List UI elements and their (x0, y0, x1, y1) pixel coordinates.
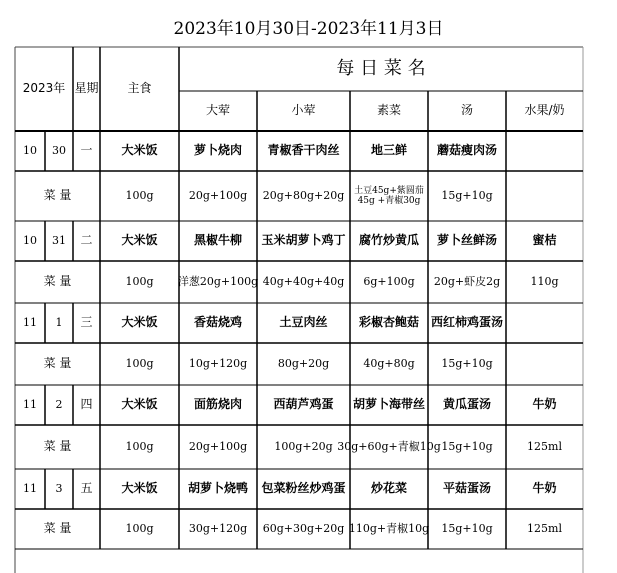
dish-2: 胡萝卜海带丝 (352, 397, 425, 412)
dish-1: 青椒香干肉丝 (267, 143, 340, 158)
day-staple: 大米饭 (121, 315, 158, 330)
qty-2: 6g+100g (363, 274, 415, 288)
dish-1: 土豆肉丝 (279, 315, 328, 330)
dish-3: 蘑菇瘦肉汤 (436, 143, 497, 158)
qty-0: 20g+100g (188, 439, 248, 453)
qty-label: 菜 量 (43, 356, 72, 371)
day-month: 11 (23, 481, 37, 495)
qty-1: 60g+30g+20g (262, 521, 345, 535)
qty-3: 15g+10g (441, 356, 493, 370)
day-month: 10 (23, 233, 37, 247)
dish-0: 黑椒牛柳 (193, 233, 242, 248)
qty-3: 15g+10g (441, 439, 493, 453)
dish-0: 面筋烧肉 (193, 397, 242, 412)
staple-qty: 100g (125, 356, 154, 370)
qty-1: 100g+20g (274, 439, 333, 453)
dish-4 (506, 303, 583, 343)
dish-0: 胡萝卜烧鸭 (187, 481, 248, 496)
qty-4: 125ml (527, 439, 562, 453)
day-staple: 大米饭 (121, 397, 158, 412)
staple-qty: 100g (125, 274, 154, 288)
day-weekday: 二 (80, 233, 93, 248)
qty-2: 40g+80g (363, 356, 415, 370)
staple-qty: 100g (125, 521, 154, 535)
dish-3: 平菇蛋汤 (442, 481, 491, 496)
qty-0: 20g+100g (188, 188, 248, 202)
dish-3: 黄瓜蛋汤 (442, 397, 491, 412)
day-weekday: 五 (80, 481, 93, 496)
qty-label: 菜 量 (43, 521, 72, 536)
qty-2: 土豆45g+紫圆茄45g +青椒30g (354, 185, 424, 206)
dish-3: 西红柿鸡蛋汤 (430, 315, 503, 330)
qty-2: 110g+青椒10g (348, 521, 430, 535)
header-col-1: 小荤 (291, 103, 316, 118)
header-daily-dishes: 每 日 菜 名 (336, 58, 426, 80)
header-col-3: 汤 (460, 103, 473, 118)
day-date: 1 (55, 315, 63, 329)
day-staple: 大米饭 (121, 233, 158, 248)
header-col-2: 素菜 (376, 103, 401, 118)
dish-0: 萝卜烧肉 (193, 143, 242, 158)
qty-0: 10g+120g (188, 356, 248, 370)
qty-label: 菜 量 (43, 274, 72, 289)
day-weekday: 四 (80, 397, 93, 412)
qty-4 (506, 343, 583, 385)
dish-4: 蜜桔 (532, 233, 557, 248)
dish-2: 腐竹炒黄瓜 (358, 233, 419, 248)
qty-0: 30g+120g (188, 521, 248, 535)
qty-3: 20g+虾皮2g (433, 274, 501, 288)
header-weekday: 星期 (74, 81, 99, 96)
day-weekday: 一 (80, 143, 93, 158)
dish-2: 地三鲜 (370, 143, 407, 158)
dish-2: 炒花菜 (370, 481, 407, 496)
qty-3: 15g+10g (441, 521, 493, 535)
qty-2: 30g+60g+青椒10g (337, 439, 441, 453)
dish-4: 牛奶 (532, 481, 557, 496)
qty-0: 洋葱20g+100g (177, 274, 259, 288)
header-staple: 主食 (127, 81, 152, 96)
day-month: 11 (23, 315, 37, 329)
dish-0: 香菇烧鸡 (193, 315, 242, 330)
qty-1: 20g+80g+20g (262, 188, 345, 202)
day-date: 30 (52, 143, 66, 157)
qty-4 (506, 171, 583, 221)
qty-4: 125ml (527, 521, 562, 535)
day-weekday: 三 (80, 315, 93, 330)
qty-3: 15g+10g (441, 188, 493, 202)
day-date: 3 (55, 481, 63, 495)
day-month: 11 (23, 397, 37, 411)
dish-2: 彩椒杏鲍菇 (358, 315, 419, 330)
header-col-0: 大荤 (205, 103, 230, 118)
qty-4: 110g (530, 274, 559, 288)
qty-1: 80g+20g (277, 356, 330, 370)
schedule-title: 2023年10月30日-2023年11月3日 (173, 19, 444, 39)
qty-label: 菜 量 (43, 439, 72, 454)
header-year: 2023年 (22, 81, 66, 96)
header-col-4: 水果/奶 (524, 103, 565, 118)
day-staple: 大米饭 (121, 143, 158, 158)
dish-3: 萝卜丝鲜汤 (436, 233, 497, 248)
dish-1: 西葫芦鸡蛋 (273, 397, 334, 412)
qty-1: 40g+40g+40g (262, 274, 345, 288)
day-date: 2 (55, 397, 63, 411)
dish-1: 玉米胡萝卜鸡丁 (261, 233, 346, 248)
dish-1: 包菜粉丝炒鸡蛋 (261, 481, 346, 496)
day-month: 10 (23, 143, 37, 157)
qty-label: 菜 量 (43, 188, 72, 203)
day-staple: 大米饭 (121, 481, 158, 496)
dish-4 (506, 131, 583, 171)
day-date: 31 (52, 233, 66, 247)
dish-4: 牛奶 (532, 397, 557, 412)
staple-qty: 100g (125, 439, 154, 453)
staple-qty: 100g (125, 188, 154, 202)
